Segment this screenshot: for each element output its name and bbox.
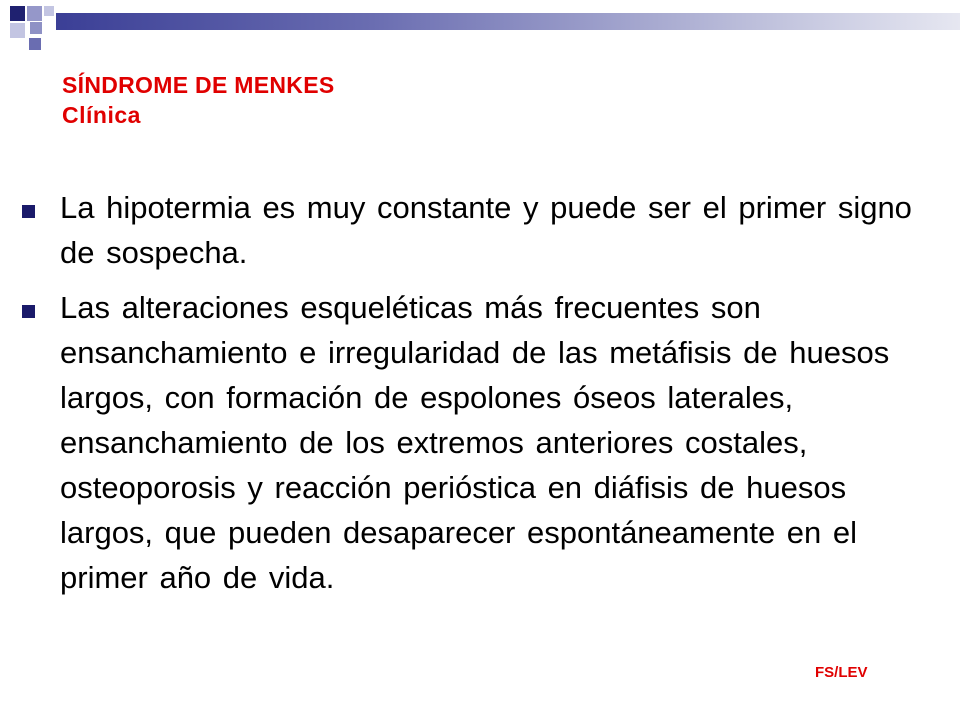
decorative-square — [44, 6, 54, 16]
slide-subtitle: Clínica — [62, 102, 141, 128]
decorative-square — [10, 6, 25, 21]
decorative-square — [10, 23, 25, 38]
title-block — [62, 70, 334, 130]
header-gradient-bar — [56, 13, 960, 30]
footer-initials: FS/LEV — [815, 664, 868, 681]
bullet-square-icon — [22, 305, 35, 318]
bullet-text: La hipotermia es muy constante y puede ser el primer signo de sospecha. — [60, 190, 912, 270]
bullet-square-icon — [22, 205, 35, 218]
bullet-text: Las alteraciones esqueléticas más frecuentes son ensanchamiento e irregularidad de las metáfisis de huesos largos, con formación de espolones óseos laterales, ensanchamiento de los extremos anteriores costales, osteoporosis y reacción perióstica en diáfisis de huesos largos, que pueden desaparecer espontáneamente en el primer año de vida. — [60, 290, 890, 595]
decorative-square — [27, 6, 42, 21]
decorative-square — [29, 38, 41, 50]
decorative-square — [30, 22, 42, 34]
slide-title: SÍNDROME DE MENKES — [62, 72, 335, 98]
